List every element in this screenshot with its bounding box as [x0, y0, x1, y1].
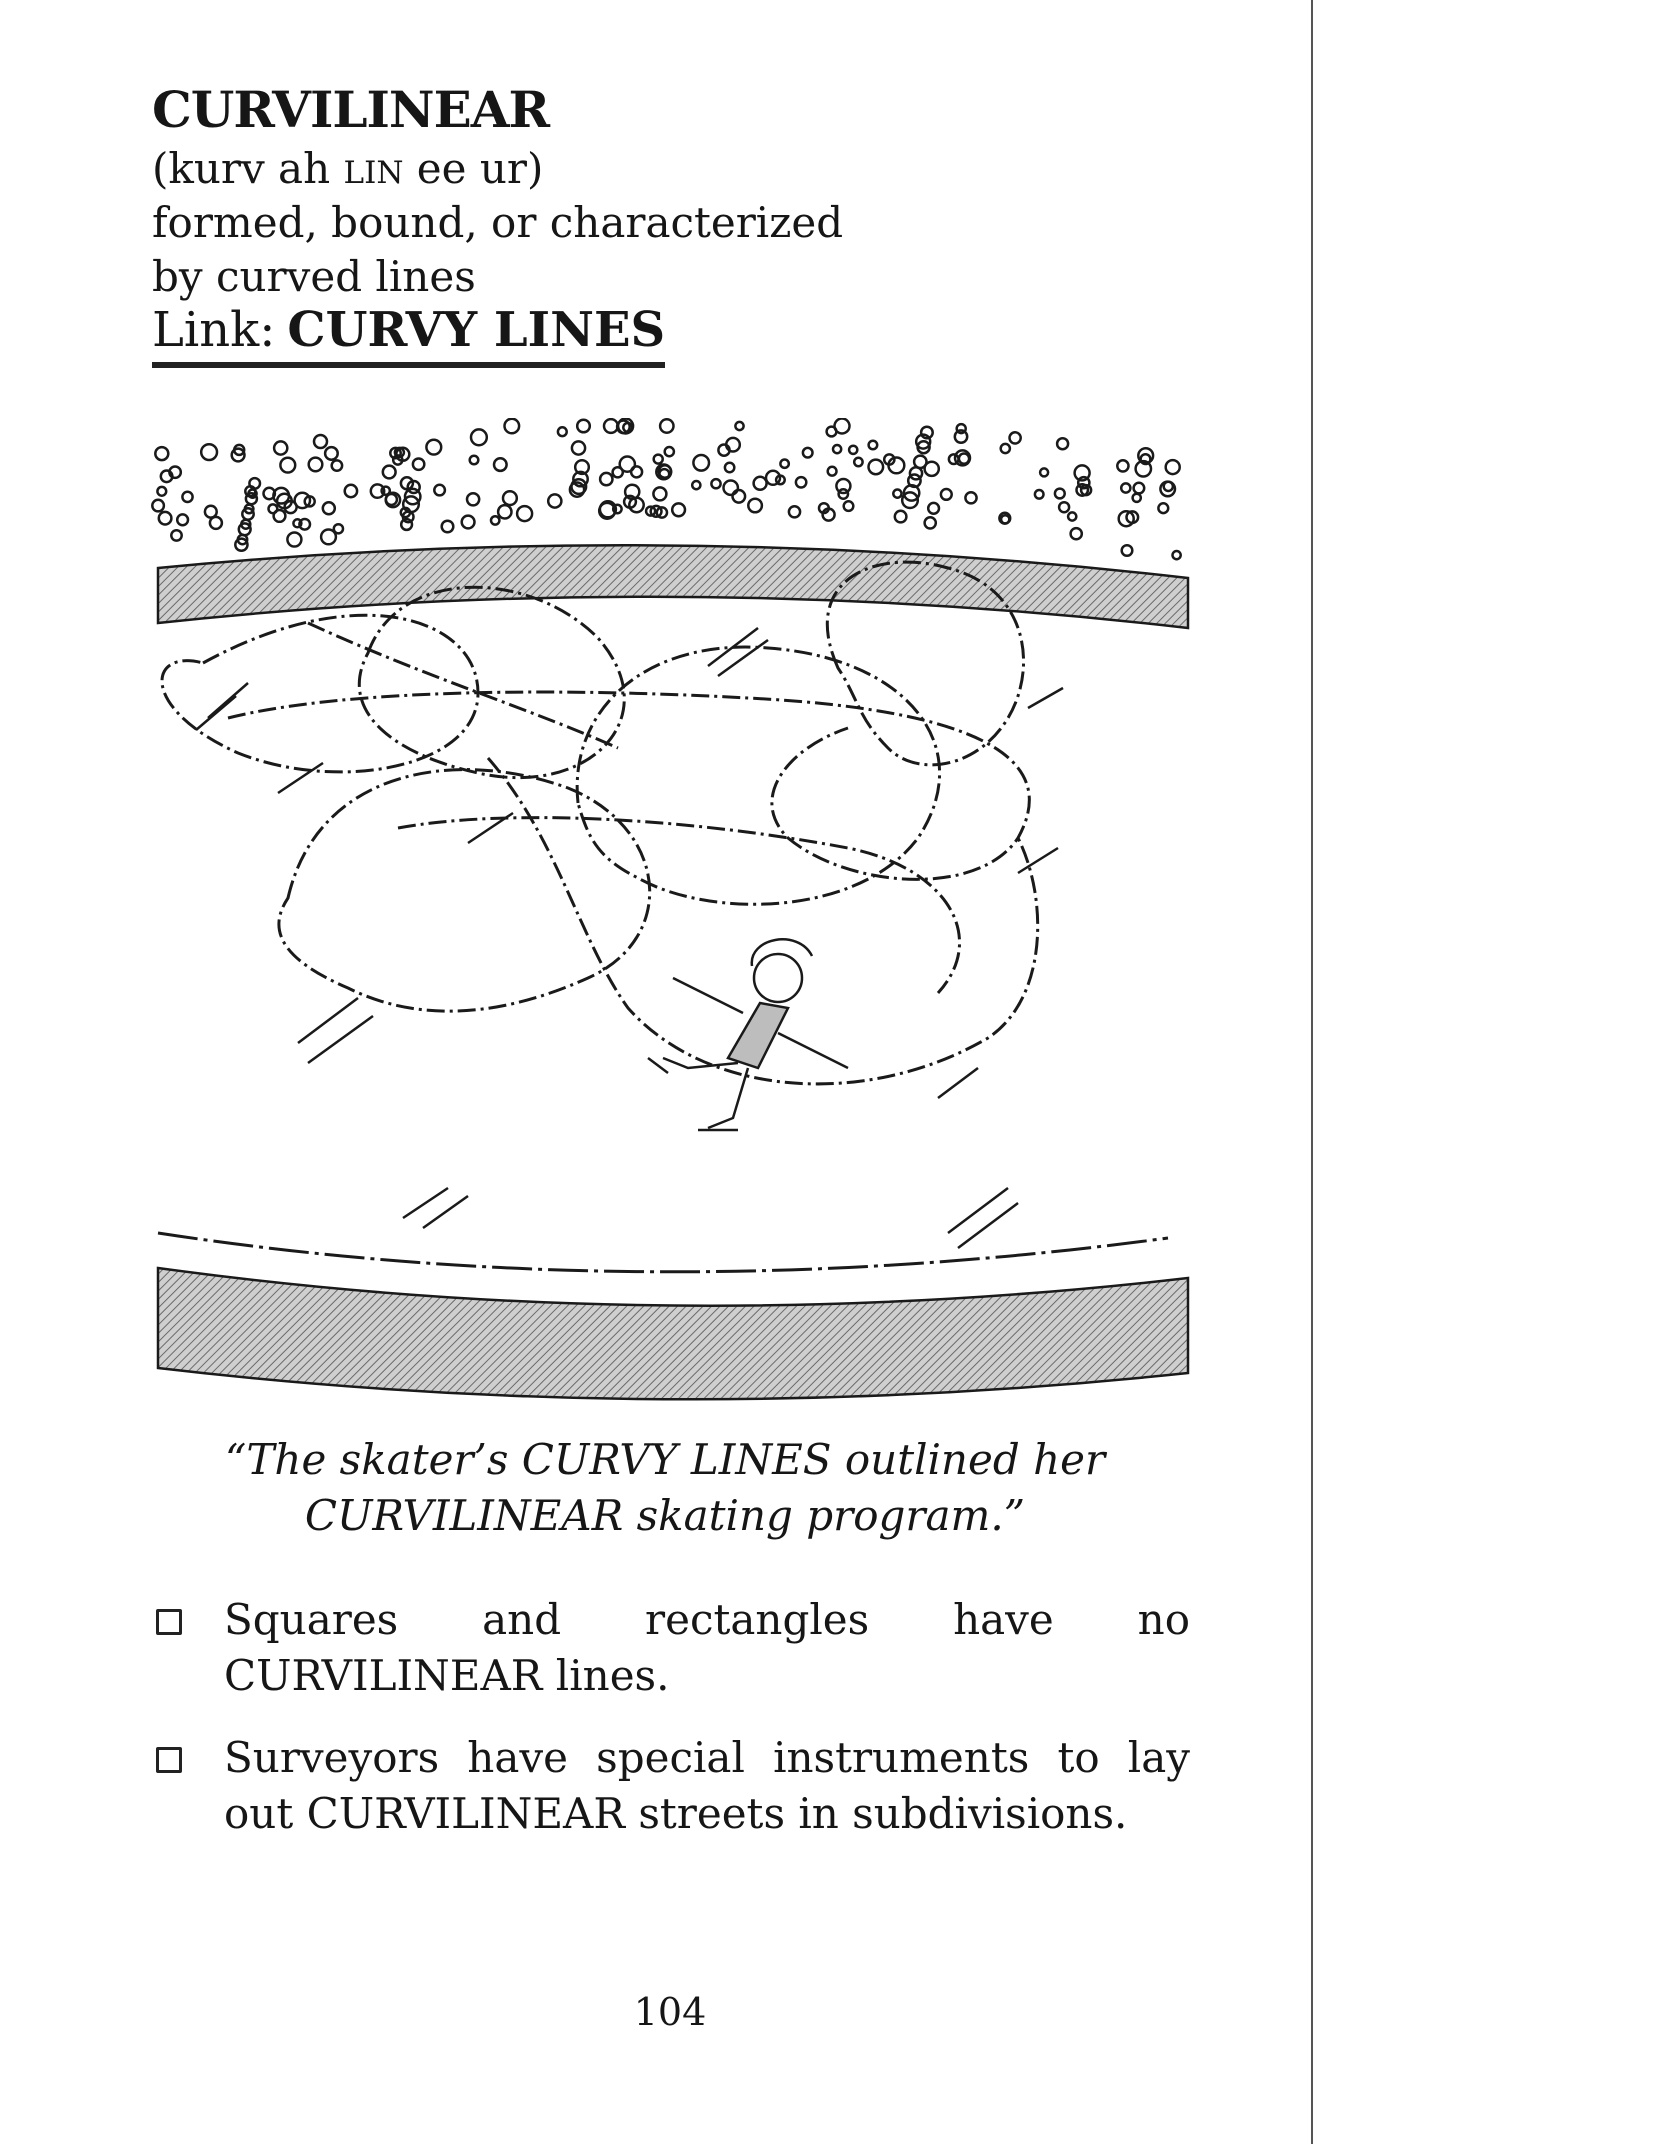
crowd-head [462, 516, 475, 529]
crowd-head [789, 506, 800, 517]
crowd-head [869, 460, 884, 475]
crowd-head [274, 510, 286, 522]
crowd-head [505, 419, 520, 434]
crowd-head [910, 467, 922, 479]
crowd-head [1010, 432, 1021, 443]
crowd-head [155, 447, 168, 460]
example-item [152, 1592, 1190, 1704]
crowd-head [383, 466, 396, 479]
crowd-head [1173, 551, 1181, 559]
crowd-head [157, 487, 166, 496]
crowd-head [965, 492, 976, 503]
crowd-head [1164, 482, 1173, 491]
ice-scratches [196, 628, 1063, 1248]
example-item [152, 1730, 1190, 1842]
example-list [152, 1592, 1190, 1868]
crowd-head [323, 502, 335, 514]
crowd-head [1158, 503, 1168, 513]
crowd-head [314, 435, 327, 448]
headword: CURVILINEAR [152, 80, 550, 139]
crowd-icon [152, 419, 1180, 560]
crowd-head [693, 455, 709, 471]
crowd-head [957, 424, 966, 433]
crowd-head [332, 460, 342, 470]
crowd-head [201, 444, 217, 460]
crowd-head [309, 458, 323, 472]
checkbox-icon [156, 1747, 182, 1773]
crowd-head [503, 491, 517, 505]
crowd-head [1121, 483, 1130, 492]
crowd-head [665, 447, 674, 456]
page-margin-line [1311, 0, 1313, 2144]
crowd-head [828, 467, 837, 476]
page-number: 104 [633, 1990, 707, 2034]
crowd-head [660, 419, 673, 432]
crowd-head [177, 514, 188, 525]
crowd-head [287, 533, 301, 547]
link-label: Link: [152, 302, 276, 358]
crowd-head [1134, 483, 1145, 494]
caption-line-2: CURVILINEAR skating program.” [304, 1491, 1026, 1540]
crowd-head [895, 511, 907, 523]
crowd-head [345, 485, 357, 497]
pronunciation-post: ee ur) [403, 144, 544, 193]
crowd-head [836, 479, 850, 493]
crowd-head [604, 419, 618, 433]
caption [210, 1432, 1120, 1544]
pronunciation-pre: (kurv ah [152, 144, 344, 193]
crowd-head [654, 455, 663, 464]
crowd-head [1122, 545, 1133, 556]
crowd-head [1117, 460, 1128, 471]
crowd-head [1068, 512, 1076, 520]
rink-wall-bottom [158, 1268, 1188, 1399]
definition-line-2: by curved lines [152, 252, 476, 301]
crowd-head [869, 441, 878, 450]
crowd-head [833, 445, 841, 453]
crowd-head [426, 440, 441, 455]
definition [152, 196, 843, 304]
crowd-head [735, 422, 743, 430]
crowd-head [159, 512, 172, 525]
crowd-head [803, 448, 813, 458]
crowd-head [725, 463, 734, 472]
crowd-head [849, 446, 857, 454]
crowd-head [334, 524, 343, 533]
crowd-head [467, 493, 479, 505]
crowd-head [491, 516, 499, 524]
crowd-head [1059, 502, 1069, 512]
crowd-head [925, 462, 939, 476]
crowd-head [754, 477, 767, 490]
crowd-head [171, 530, 181, 540]
crowd-head [434, 485, 445, 496]
crowd-head [941, 489, 952, 500]
pronunciation-stress: LIN [343, 155, 404, 191]
crowd-head [1071, 528, 1082, 539]
crowd-head [548, 494, 561, 507]
definition-line-1: formed, bound, or characterized [152, 198, 844, 247]
link-word: CURVY LINES [287, 302, 666, 358]
crowd-head [1035, 490, 1044, 499]
crowd-head [844, 501, 854, 511]
crowd-head [1166, 460, 1180, 474]
memory-link [152, 302, 665, 368]
crowd-head [1057, 438, 1068, 449]
crowd-head [796, 477, 806, 487]
crowd-head [572, 441, 585, 454]
example-text: Squares and rectangles have no CURVILINEAR lines. [224, 1595, 1190, 1700]
pronunciation [152, 142, 543, 200]
crowd-head [733, 490, 746, 503]
rink-wall-top [158, 545, 1188, 628]
crowd-head [498, 505, 511, 518]
rink-edge-bottom [158, 1233, 1168, 1272]
crowd-head [470, 456, 479, 465]
crowd-head [325, 447, 338, 460]
crowd-head [928, 503, 939, 514]
crowd-head [442, 521, 454, 533]
crowd-head [1055, 489, 1065, 499]
crowd-head [925, 517, 936, 528]
caption-line-1: “The skater’s CURVY LINES outlined her [224, 1435, 1106, 1484]
example-text: Surveyors have special instruments to lay out CURVILINEAR streets in subdivisions. [224, 1733, 1190, 1838]
crowd-head [1001, 444, 1010, 453]
crowd-head [517, 506, 532, 521]
crowd-head [692, 481, 700, 489]
crowd-head [893, 490, 901, 498]
figure-skater-icon [648, 939, 848, 1130]
skating-rink-illustration [148, 418, 1198, 1416]
crowd-head [152, 500, 164, 512]
crowd-head [182, 492, 192, 502]
crowd-head [280, 458, 295, 473]
crowd-head [386, 494, 397, 505]
crowd-head [494, 458, 507, 471]
crowd-head [653, 487, 666, 500]
crowd-head [413, 459, 424, 470]
crowd-head [672, 503, 685, 516]
crowd-head [835, 419, 850, 434]
crowd-head [711, 479, 720, 488]
curvy-lines-icon [162, 562, 1038, 1084]
crowd-head [577, 420, 590, 433]
crowd-head [780, 460, 788, 468]
checkbox-icon [156, 1609, 182, 1635]
crowd-head [471, 429, 487, 445]
crowd-head [210, 517, 222, 529]
crowd-head [748, 499, 762, 513]
crowd-head [726, 438, 740, 452]
crowd-head [558, 427, 567, 436]
crowd-head [274, 441, 287, 454]
crowd-head [1040, 468, 1048, 476]
crowd-head [600, 473, 612, 485]
crowd-head [854, 458, 862, 466]
crowd-head [1133, 494, 1141, 502]
crowd-head [631, 466, 642, 477]
crowd-head [724, 481, 738, 495]
